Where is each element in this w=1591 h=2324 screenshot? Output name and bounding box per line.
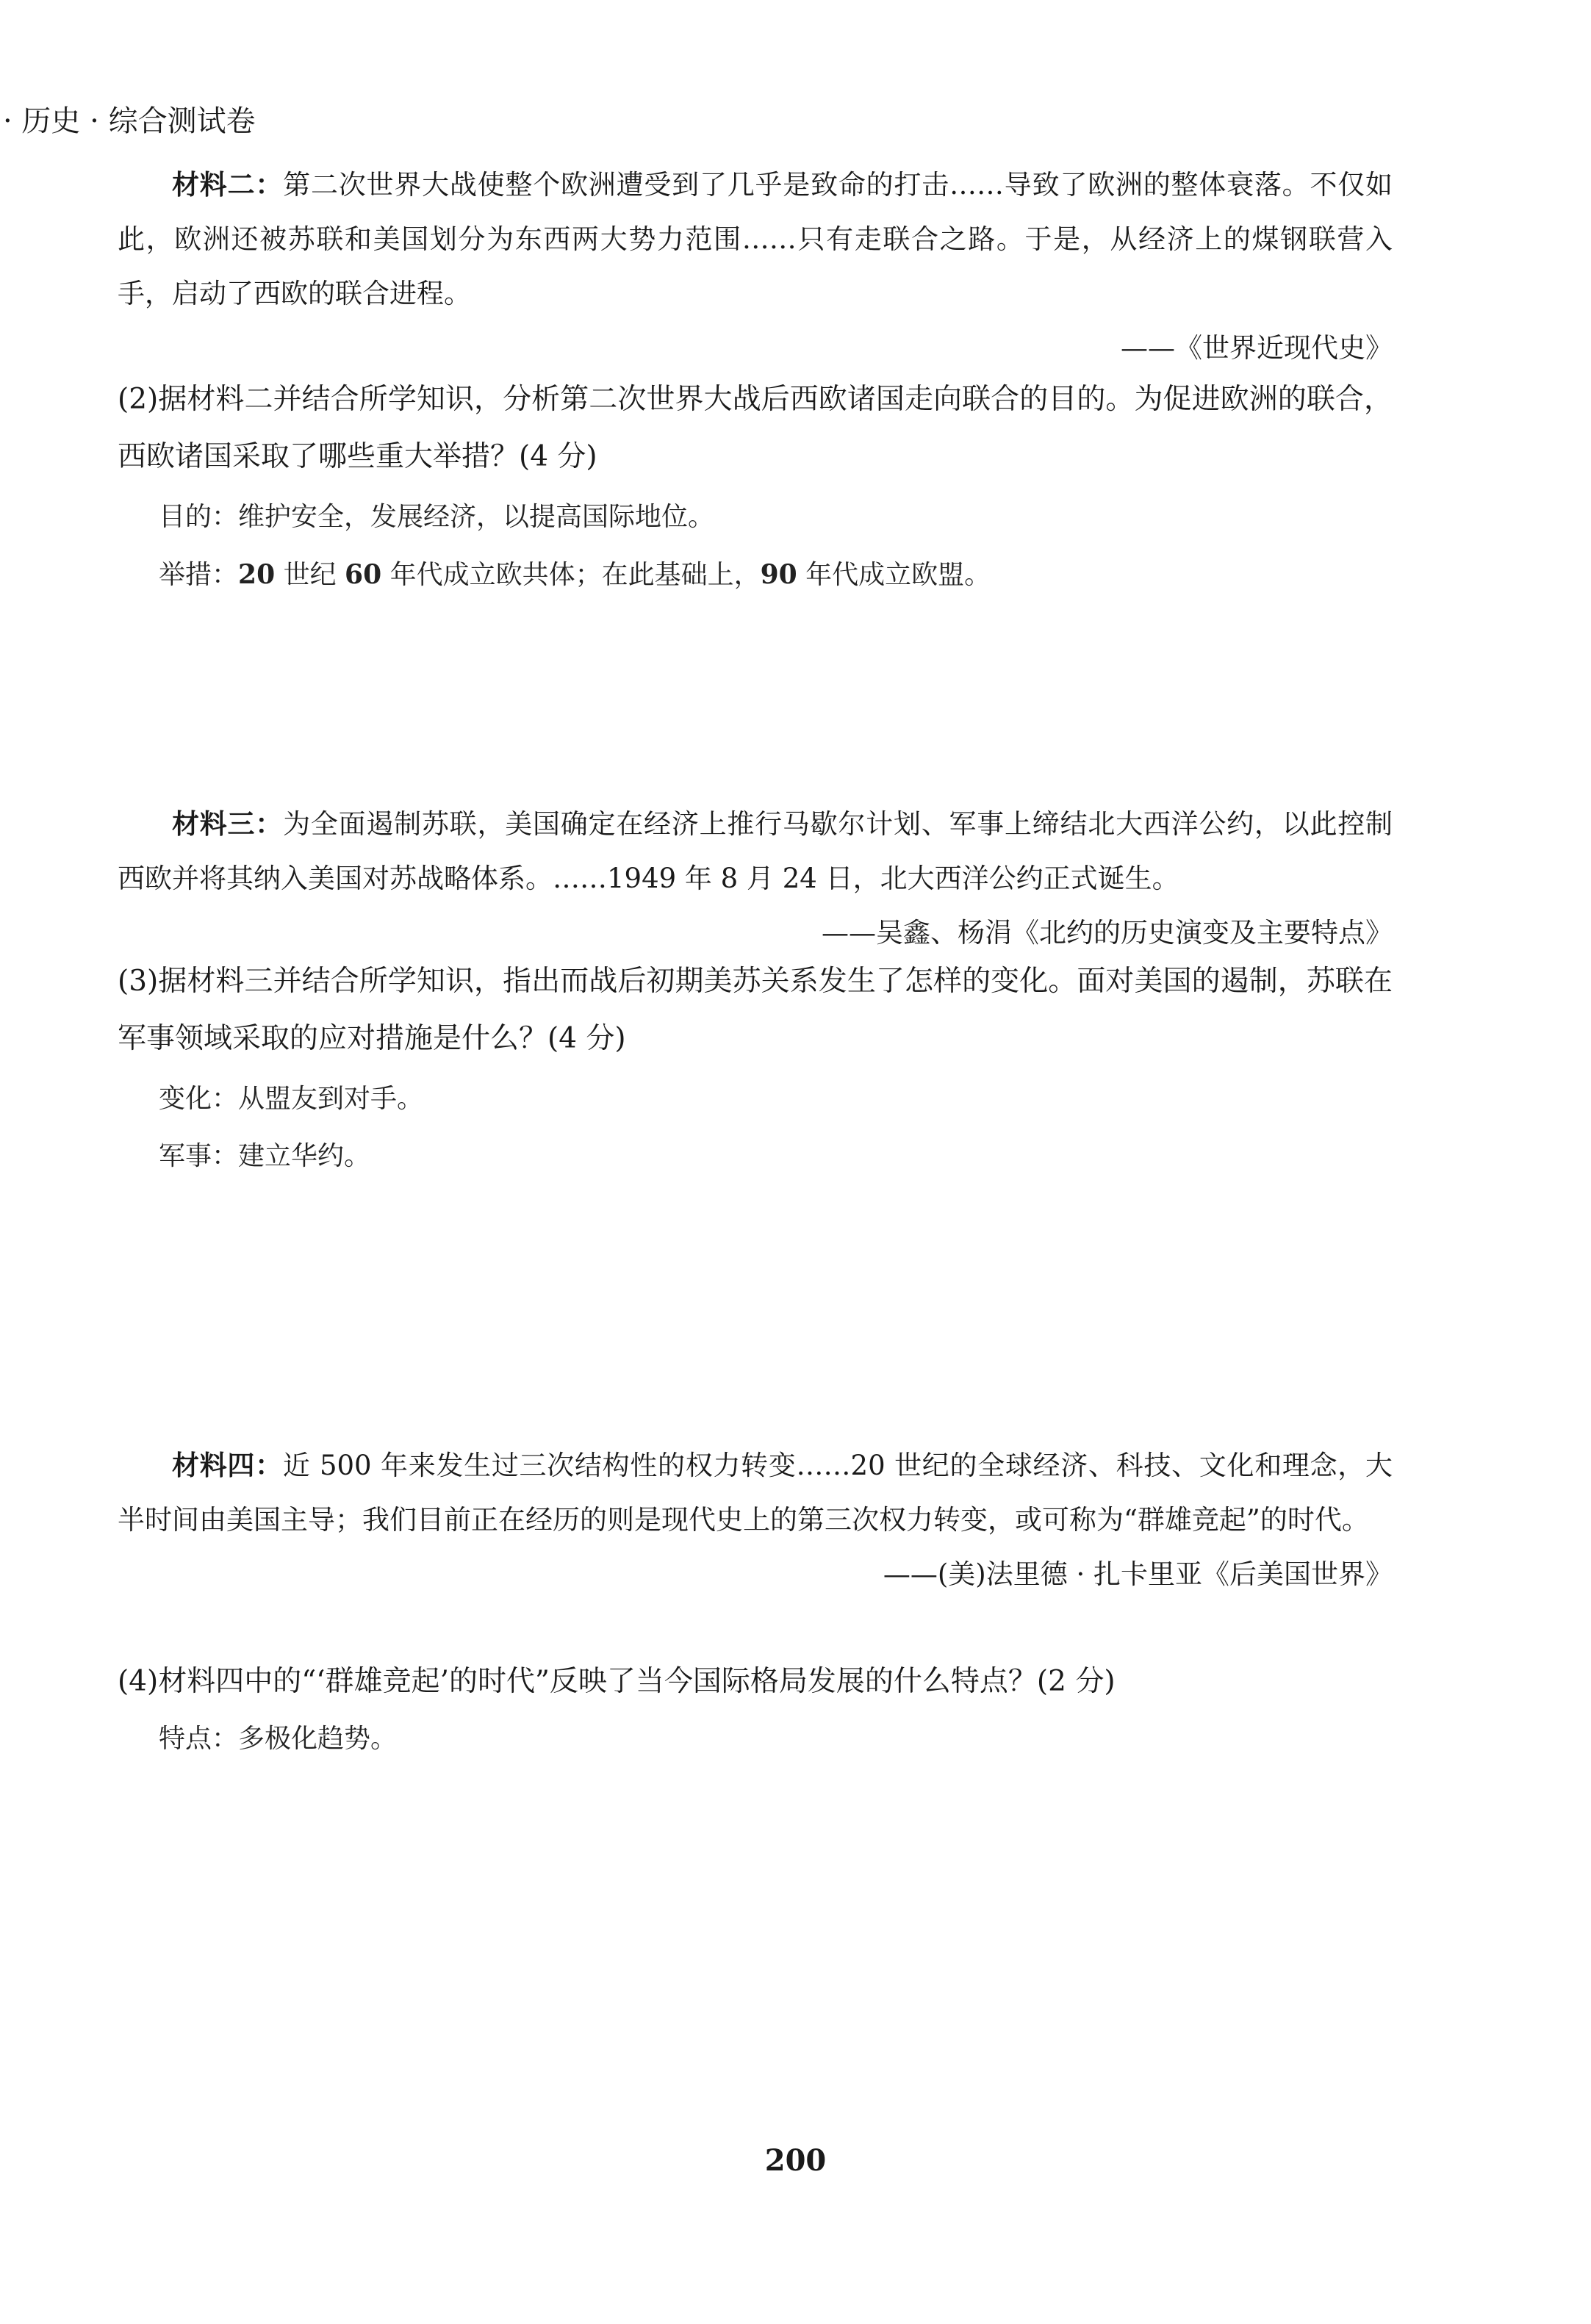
material-4-lead: 材料四：	[172, 1450, 283, 1481]
question-3-answer-military: 军事：建立华约。	[159, 1141, 371, 1171]
question-2-text: (2)据材料二并结合所学知识，分析第二次世界大战后西欧诸国走向联合的目的。为促进欧洲的联合，西欧诸国采取了哪些重大举措？(4 分)	[118, 383, 1393, 473]
question-4-text: (4)材料四中的“‘群雄竞起’的时代”反映了当今国际格局发展的什么特点？(2 分)	[118, 1665, 1116, 1698]
material-2-section	[118, 158, 1393, 375]
material-4-paragraph	[118, 1439, 1393, 1547]
material-3-paragraph	[118, 797, 1393, 906]
material-2-text: 第二次世界大战使整个欧洲遭受到了几乎是致命的打击……导致了欧洲的整体衰落。不仅如此，欧洲还被苏联和美国划分为东西两大势力范围……只有走联合之路。于是，从经济上的煤钢联营入手，启动了西欧的联合进程。	[118, 169, 1393, 309]
question-3-section	[118, 953, 1393, 1185]
question-4-section	[118, 1653, 1393, 1768]
page-header: · 历史 · 综合测试卷	[3, 104, 256, 138]
answer-label: 举措：	[159, 560, 239, 590]
page-number: 200	[764, 2143, 827, 2178]
question-2-answer-purpose: 目的：维护安全，发展经济，以提高国际地位。	[159, 502, 715, 532]
question-3-answer-change: 变化：从盟友到对手。	[159, 1084, 424, 1114]
material-3-text: 为全面遏制苏联，美国确定在经济上推行马歇尔计划、军事上缔结北大西洋公约，以此控制西欧并将其纳入美国对苏战略体系。……1949 年 8 月 24 日，北大西洋公约正式诞生。	[118, 808, 1393, 894]
answer-text: 年代成立欧盟。	[797, 560, 991, 590]
material-4-source: ——(美)法里德 · 扎卡里亚《后美国世界》	[883, 1558, 1393, 1590]
question-2-answer-measures	[159, 546, 1393, 604]
answer-number: 60	[345, 559, 382, 590]
answer-text: 年代成立欧共体；在此基础上，	[381, 560, 761, 590]
material-2-paragraph	[118, 158, 1393, 321]
material-4-section	[118, 1439, 1393, 1602]
material-4-text: 近 500 年来发生过三次结构性的权力转变……20 世纪的全球经济、科技、文化和理念，大半时间由美国主导；我们目前正在经历的则是现代史上的第三次权力转变，或可称为“群雄竞起”的时代。	[118, 1450, 1393, 1536]
material-2-source: ——《世界近现代史》	[1121, 332, 1393, 364]
material-2-lead: 材料二：	[172, 169, 284, 201]
question-3-text: (3)据材料三并结合所学知识，指出而战后初期美苏关系发生了怎样的变化。面对美国的遏制，苏联在军事领域采取的应对措施是什么？(4 分)	[118, 965, 1393, 1055]
answer-number: 20	[238, 559, 276, 590]
material-3-source: ——吴鑫、杨涓《北约的历史演变及主要特点》	[822, 917, 1393, 949]
answer-number: 90	[760, 559, 797, 590]
material-3-section	[118, 797, 1393, 960]
question-2-section	[118, 371, 1393, 604]
answer-text: 世纪	[275, 560, 345, 590]
question-4-answer-feature: 特点：多极化趋势。	[159, 1724, 398, 1754]
material-3-lead: 材料三：	[172, 808, 284, 840]
